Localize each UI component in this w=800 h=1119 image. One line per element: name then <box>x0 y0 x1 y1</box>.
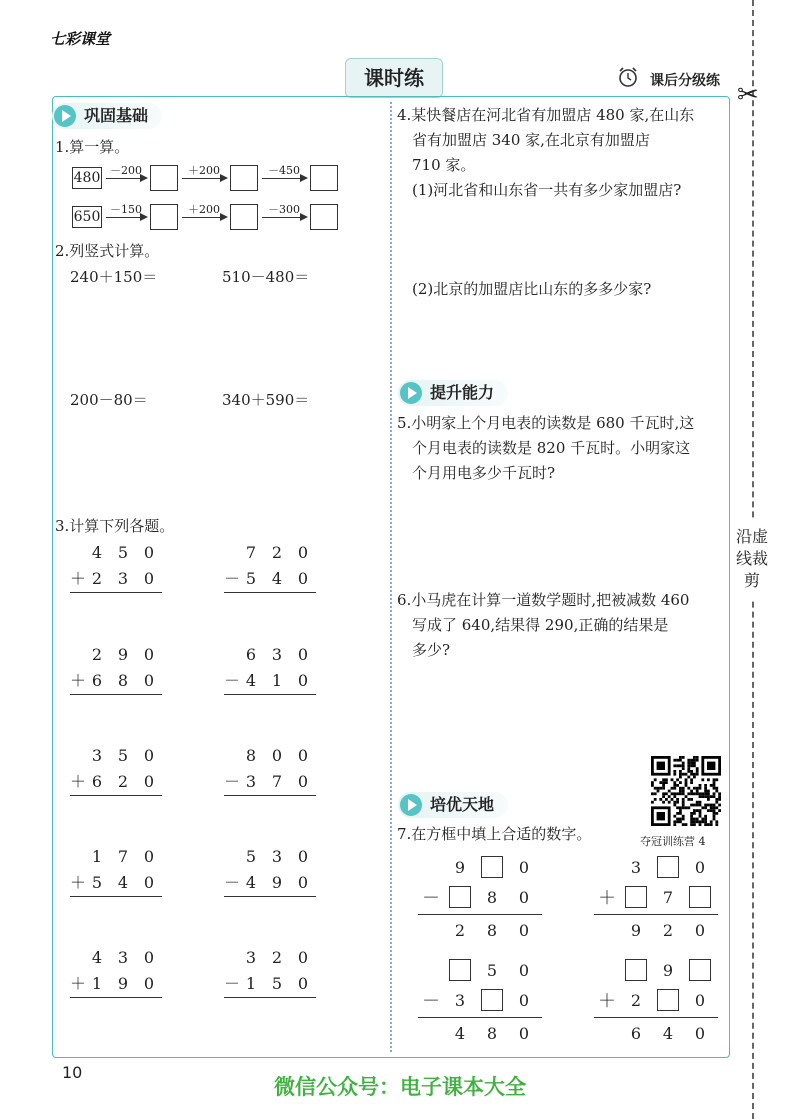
play-icon <box>54 105 76 127</box>
calc-line <box>70 896 162 897</box>
digit: 2 <box>117 772 129 791</box>
q4-line: 省有加盟店 340 家,在北京有加盟店 <box>412 131 650 149</box>
exercise-level-label: 课后分级练 <box>650 73 720 89</box>
blank-box[interactable] <box>449 959 471 981</box>
digit: 0 <box>518 887 530 907</box>
section-improve-title: 提升能力 <box>430 383 495 402</box>
problem-row <box>418 955 542 985</box>
digit: 3 <box>271 847 283 866</box>
digit: 8 <box>245 746 257 765</box>
digit: 0 <box>694 990 706 1010</box>
calc-row <box>224 948 316 967</box>
calc-row <box>70 543 162 562</box>
digit: 0 <box>143 645 155 664</box>
calc-line <box>224 795 316 796</box>
digit: 0 <box>297 569 309 588</box>
digit: 2 <box>630 990 642 1010</box>
calc-line <box>70 997 162 998</box>
vertical-calc <box>224 948 316 998</box>
calc-row <box>224 769 316 792</box>
calc-row <box>70 645 162 664</box>
calc-line <box>70 694 162 695</box>
calc-row <box>224 566 316 589</box>
qr-caption: 夺冠训练营 4 <box>640 835 706 848</box>
vertical-calc <box>70 847 162 897</box>
q4-sub1: (1)河北省和山东省一共有多少家加盟店? <box>412 181 682 199</box>
section-advanced <box>398 792 508 818</box>
alarm-clock-icon <box>617 66 639 88</box>
problem-row <box>418 915 542 945</box>
vertical-calc <box>224 847 316 897</box>
calc-row <box>70 870 162 893</box>
operator: － <box>224 772 241 791</box>
digit: 8 <box>486 1023 498 1043</box>
q3-title: 3.计算下列各题。 <box>55 517 175 535</box>
problem-row <box>594 985 718 1015</box>
digit: 0 <box>694 920 706 940</box>
digit: 8 <box>117 671 129 690</box>
answer-box[interactable] <box>230 204 258 230</box>
operator: － <box>224 974 241 993</box>
digit: 4 <box>271 569 283 588</box>
vertical-calc <box>224 645 316 695</box>
calc-row <box>70 668 162 691</box>
digit: 3 <box>454 990 466 1010</box>
q6-line: 多少? <box>412 641 451 659</box>
blank-box[interactable] <box>481 989 503 1011</box>
digit: 3 <box>245 948 257 967</box>
digit: 3 <box>91 746 103 765</box>
problem-row <box>594 1018 718 1048</box>
q2-item: 200－80＝ <box>70 391 148 409</box>
digit: 9 <box>271 873 283 892</box>
digit: 0 <box>518 857 530 877</box>
scissors-icon: ✂ <box>737 80 759 110</box>
vertical-calc <box>70 746 162 796</box>
operator: ＋ <box>70 671 87 690</box>
digit: 6 <box>630 1023 642 1043</box>
operation-label: －150 <box>110 203 142 216</box>
calc-row <box>224 870 316 893</box>
blank-box[interactable] <box>625 886 647 908</box>
footer-watermark: 微信公众号：电子课本大全 <box>274 1075 526 1099</box>
problem-row <box>418 985 542 1015</box>
operation-label: －300 <box>268 203 300 216</box>
blank-box[interactable] <box>657 856 679 878</box>
digit: 1 <box>271 671 283 690</box>
calc-row <box>70 769 162 792</box>
calc-row <box>70 746 162 765</box>
problem-row <box>594 852 718 882</box>
calc-row <box>224 668 316 691</box>
answer-box[interactable] <box>310 204 338 230</box>
q4-sub2: (2)北京的加盟店比山东的多多少家? <box>412 280 652 298</box>
digit: 6 <box>91 772 103 791</box>
blank-box[interactable] <box>625 959 647 981</box>
section-improve <box>398 380 508 406</box>
section-basic <box>52 103 162 129</box>
problem-row <box>594 882 718 912</box>
play-icon <box>400 794 422 816</box>
answer-box[interactable] <box>230 165 258 191</box>
digit: 6 <box>245 645 257 664</box>
q2-item: 510－480＝ <box>222 268 310 286</box>
arrow-icon <box>182 178 226 179</box>
digit: 9 <box>117 645 129 664</box>
digit: 0 <box>297 948 309 967</box>
operation-label: －450 <box>268 164 300 177</box>
digit: 5 <box>486 960 498 980</box>
digit: 0 <box>143 543 155 562</box>
digit: 0 <box>518 1023 530 1043</box>
digit: 3 <box>117 569 129 588</box>
calc-line <box>224 694 316 695</box>
fill-in-problem <box>418 955 542 1048</box>
q1-row2-start: 650 <box>72 206 102 228</box>
digit: 0 <box>297 772 309 791</box>
q1-row1-start: 480 <box>72 167 102 189</box>
operator: － <box>224 873 241 892</box>
digit: 0 <box>297 974 309 993</box>
cut-label: 沿虚线裁剪 <box>734 520 770 598</box>
digit: 7 <box>662 887 674 907</box>
fill-in-problem <box>594 955 718 1048</box>
answer-box[interactable] <box>150 204 178 230</box>
page-number: 10 <box>62 1063 83 1082</box>
problem-row <box>418 852 542 882</box>
operator: ＋ <box>70 569 87 588</box>
blank-box[interactable] <box>449 886 471 908</box>
digit: 4 <box>454 1023 466 1043</box>
vertical-calc <box>224 543 316 593</box>
q2-item: 340＋590＝ <box>222 391 310 409</box>
problem-row <box>418 1018 542 1048</box>
calc-row <box>224 847 316 866</box>
digit: 1 <box>91 847 103 866</box>
operator: － <box>224 569 241 588</box>
digit: 0 <box>143 847 155 866</box>
vertical-calc <box>224 746 316 796</box>
digit: 7 <box>245 543 257 562</box>
digit: 9 <box>454 857 466 877</box>
operation-label: ＋200 <box>188 164 220 177</box>
operator: ＋ <box>598 888 616 909</box>
page-title: 课时练 <box>345 58 443 98</box>
vertical-calc <box>70 543 162 593</box>
operation-label: －200 <box>110 164 142 177</box>
digit: 0 <box>143 569 155 588</box>
operator: － <box>422 888 440 909</box>
calc-line <box>224 896 316 897</box>
digit: 4 <box>245 671 257 690</box>
calc-row <box>70 948 162 967</box>
calc-row <box>224 971 316 994</box>
blank-box[interactable] <box>657 989 679 1011</box>
q1-title: 1.算一算。 <box>55 138 130 156</box>
brand-logo: 七彩课堂 <box>50 30 111 48</box>
digit: 5 <box>245 847 257 866</box>
calc-row <box>224 645 316 664</box>
digit: 2 <box>454 920 466 940</box>
digit: 0 <box>143 671 155 690</box>
digit: 8 <box>486 887 498 907</box>
q4-line: 4.某快餐店在河北省有加盟店 480 家,在山东 <box>397 106 695 124</box>
digit: 0 <box>143 746 155 765</box>
digit: 3 <box>117 948 129 967</box>
operator: ＋ <box>598 991 616 1012</box>
calc-line <box>224 997 316 998</box>
digit: 4 <box>117 873 129 892</box>
digit: 8 <box>486 920 498 940</box>
section-basic-title: 巩固基础 <box>84 106 149 125</box>
digit: 9 <box>117 974 129 993</box>
operator: ＋ <box>70 873 87 892</box>
qr-code[interactable] <box>651 756 721 826</box>
operator: ＋ <box>70 974 87 993</box>
digit: 0 <box>297 543 309 562</box>
q2-item: 240＋150＝ <box>70 268 158 286</box>
digit: 7 <box>117 847 129 866</box>
digit: 7 <box>271 772 283 791</box>
problem-row <box>594 955 718 985</box>
answer-box[interactable] <box>310 165 338 191</box>
calc-line <box>224 592 316 593</box>
digit: 0 <box>271 746 283 765</box>
digit: 2 <box>271 543 283 562</box>
arrow-icon <box>262 178 306 179</box>
digit: 3 <box>245 772 257 791</box>
operator: － <box>422 991 440 1012</box>
digit: 0 <box>143 948 155 967</box>
play-icon <box>400 382 422 404</box>
q5-line: 5.小明家上个月电表的读数是 680 千瓦时,这 <box>397 414 695 432</box>
digit: 0 <box>297 746 309 765</box>
operation-label: ＋200 <box>188 203 220 216</box>
vertical-calc <box>70 645 162 695</box>
q5-line: 个月电表的读数是 820 千瓦时。小明家这 <box>412 439 691 457</box>
operator: ＋ <box>70 772 87 791</box>
calc-row <box>224 543 316 562</box>
digit: 2 <box>662 920 674 940</box>
fill-in-problem <box>594 852 718 945</box>
digit: 5 <box>117 543 129 562</box>
digit: 1 <box>245 974 257 993</box>
digit: 9 <box>662 960 674 980</box>
digit: 2 <box>271 948 283 967</box>
digit: 5 <box>245 569 257 588</box>
q4-line: 710 家。 <box>412 156 476 174</box>
digit: 4 <box>91 948 103 967</box>
digit: 1 <box>91 974 103 993</box>
digit: 0 <box>143 772 155 791</box>
digit: 0 <box>518 990 530 1010</box>
digit: 0 <box>143 873 155 892</box>
calc-row <box>224 746 316 765</box>
arrow-icon <box>262 217 306 218</box>
section-advanced-title: 培优天地 <box>430 795 495 814</box>
q7-title: 7.在方框中填上合适的数字。 <box>397 825 592 843</box>
digit: 0 <box>694 857 706 877</box>
digit: 2 <box>91 645 103 664</box>
digit: 3 <box>271 645 283 664</box>
digit: 5 <box>271 974 283 993</box>
q6-line: 写成了 640,结果得 290,正确的结果是 <box>412 616 669 634</box>
calc-line <box>70 795 162 796</box>
digit: 0 <box>518 960 530 980</box>
digit: 0 <box>143 974 155 993</box>
calc-row <box>70 971 162 994</box>
digit: 0 <box>518 920 530 940</box>
digit: 3 <box>630 857 642 877</box>
problem-row <box>594 915 718 945</box>
digit: 2 <box>91 569 103 588</box>
q2-title: 2.列竖式计算。 <box>55 242 160 260</box>
digit: 6 <box>91 671 103 690</box>
blank-box[interactable] <box>689 959 711 981</box>
calc-row <box>70 847 162 866</box>
digit: 4 <box>91 543 103 562</box>
digit: 4 <box>245 873 257 892</box>
digit: 0 <box>297 873 309 892</box>
digit: 0 <box>297 847 309 866</box>
fill-in-problem <box>418 852 542 945</box>
calc-row <box>70 566 162 589</box>
blank-box[interactable] <box>689 886 711 908</box>
blank-box[interactable] <box>481 856 503 878</box>
column-divider <box>390 102 392 1052</box>
q6-line: 6.小马虎在计算一道数学题时,把被减数 460 <box>397 591 690 609</box>
operator: － <box>224 671 241 690</box>
calc-line <box>70 592 162 593</box>
arrow-icon <box>182 217 226 218</box>
digit: 9 <box>630 920 642 940</box>
digit: 0 <box>297 645 309 664</box>
answer-box[interactable] <box>150 165 178 191</box>
arrow-icon <box>106 178 146 179</box>
arrow-icon <box>106 217 146 218</box>
problem-row <box>418 882 542 912</box>
vertical-calc <box>70 948 162 998</box>
q5-line: 个月用电多少千瓦时? <box>412 464 556 482</box>
digit: 5 <box>91 873 103 892</box>
digit: 5 <box>117 746 129 765</box>
digit: 0 <box>694 1023 706 1043</box>
digit: 4 <box>662 1023 674 1043</box>
digit: 0 <box>297 671 309 690</box>
